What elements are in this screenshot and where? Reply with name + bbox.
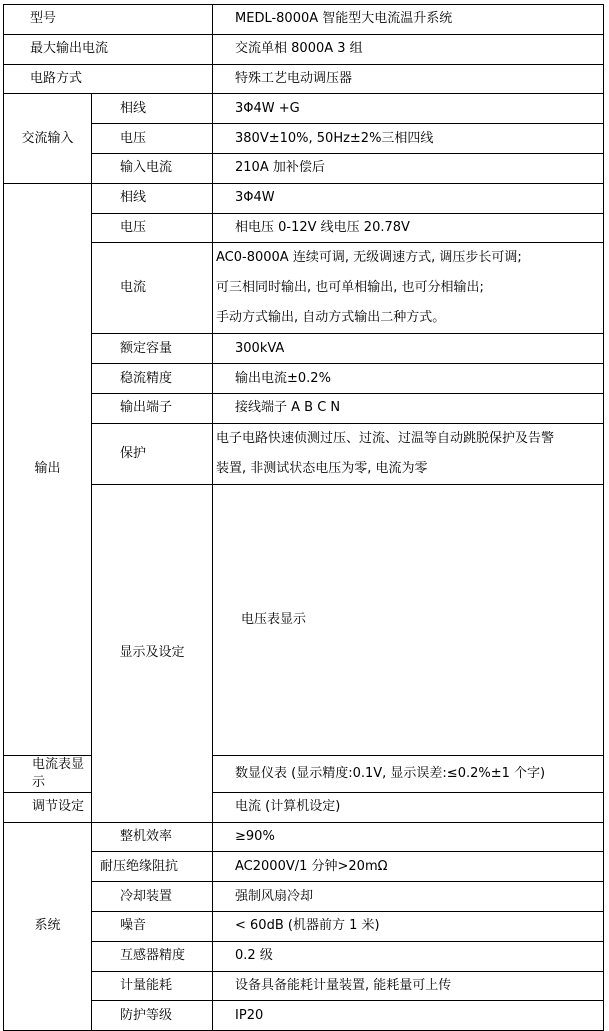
table-row	[4, 1001, 604, 1031]
stability-label: 稳流精度	[92, 364, 213, 394]
out-voltage-label: 电压	[92, 213, 213, 243]
table-row	[4, 5, 604, 35]
ac-voltage-label: 电压	[92, 124, 213, 154]
ammeter-value: 数显仪表 (显示精度:0.1V, 显示误差:≤0.2%±1 个字)	[213, 755, 604, 792]
table-row	[4, 852, 604, 882]
out-current-label: 电流	[92, 243, 213, 334]
circuit-label: 电路方式	[4, 64, 213, 94]
transformer-label: 互感器精度	[92, 941, 213, 971]
out-current-line-3: 手动方式输出, 自动方式输出二种方式。	[216, 310, 446, 326]
insulation-label: 耐压绝缘阻抗	[92, 852, 213, 882]
noise-value: < 60dB (机器前方 1 米)	[213, 911, 604, 941]
ac-voltage-value: 380V±10%, 50Hz±2%三相四线	[213, 124, 604, 154]
protection-label: 保护	[92, 423, 213, 484]
spec-table	[3, 4, 604, 1031]
table-row	[4, 882, 604, 912]
metering-label: 计量能耗	[92, 971, 213, 1001]
table-row	[4, 243, 604, 334]
terminal-value: 接线端子 A B C N	[213, 393, 604, 423]
efficiency-label: 整机效率	[92, 822, 213, 852]
voltmeter-label: 电压表显示	[213, 484, 604, 755]
ac-input-group: 交流输入	[4, 94, 92, 183]
setting-value: 电流 (计算机设定)	[213, 792, 604, 822]
table-row	[4, 153, 604, 183]
out-current-value	[213, 243, 604, 334]
output-group: 输出	[4, 183, 92, 755]
protection-value	[213, 423, 604, 484]
noise-label: 噪音	[92, 911, 213, 941]
terminal-label: 输出端子	[92, 393, 213, 423]
out-current-line-1: AC0-8000A 连续可调, 无级调速方式, 调压步长可调;	[216, 250, 522, 266]
ac-phase-value: 3Φ4W +G	[213, 94, 604, 124]
ac-current-label: 输入电流	[92, 153, 213, 183]
table-row	[4, 393, 604, 423]
efficiency-value: ≥90%	[213, 822, 604, 852]
table-row	[4, 971, 604, 1001]
table-row	[4, 124, 604, 154]
protection-line-1: 电子电路快速侦测过压、过流、过温等自动跳脱保护及告警	[216, 430, 555, 446]
table-row	[4, 484, 604, 755]
rated-capacity-label: 额定容量	[92, 334, 213, 364]
table-row	[4, 183, 604, 213]
ac-current-value: 210A 加补偿后	[213, 153, 604, 183]
cooling-label: 冷却装置	[92, 882, 213, 912]
stability-value: 输出电流±0.2%	[213, 364, 604, 394]
metering-value: 设备具备能耗计量装置, 能耗量可上传	[213, 971, 604, 1001]
out-voltage-value: 相电压 0-12V 线电压 20.78V	[213, 213, 604, 243]
ac-phase-label: 相线	[92, 94, 213, 124]
model-label: 型号	[4, 5, 213, 35]
protection-class-value: IP20	[213, 1001, 604, 1031]
system-group: 系统	[4, 822, 92, 1031]
cooling-value: 强制风扇冷却	[213, 882, 604, 912]
table-row	[4, 213, 604, 243]
protection-class-label: 防护等级	[92, 1001, 213, 1031]
table-row	[4, 334, 604, 364]
out-current-line-2: 可三相同时输出, 也可单相输出, 也可分相输出;	[216, 280, 484, 296]
table-row	[4, 911, 604, 941]
max-output-value: 交流单相 8000A 3 组	[213, 34, 604, 64]
rated-capacity-value: 300kVA	[213, 334, 604, 364]
table-row	[4, 364, 604, 394]
table-row	[4, 423, 604, 484]
table-row	[4, 94, 604, 124]
protection-line-2: 装置, 非测试状态电压为零, 电流为零	[216, 460, 428, 476]
insulation-value: AC2000V/1 分钟>20mΩ	[213, 852, 604, 882]
table-row	[4, 34, 604, 64]
out-phase-value: 3Φ4W	[213, 183, 604, 213]
transformer-value: 0.2 级	[213, 941, 604, 971]
ammeter-label: 电流表显示	[4, 755, 92, 792]
display-group: 显示及设定	[92, 484, 213, 822]
table-row	[4, 941, 604, 971]
out-phase-label: 相线	[92, 183, 213, 213]
max-output-label: 最大输出电流	[4, 34, 213, 64]
model-value: MEDL-8000A 智能型大电流温升系统	[213, 5, 604, 35]
table-row	[4, 822, 604, 852]
setting-label: 调节设定	[4, 792, 92, 822]
circuit-value: 特殊工艺电动调压器	[213, 64, 604, 94]
table-row	[4, 64, 604, 94]
